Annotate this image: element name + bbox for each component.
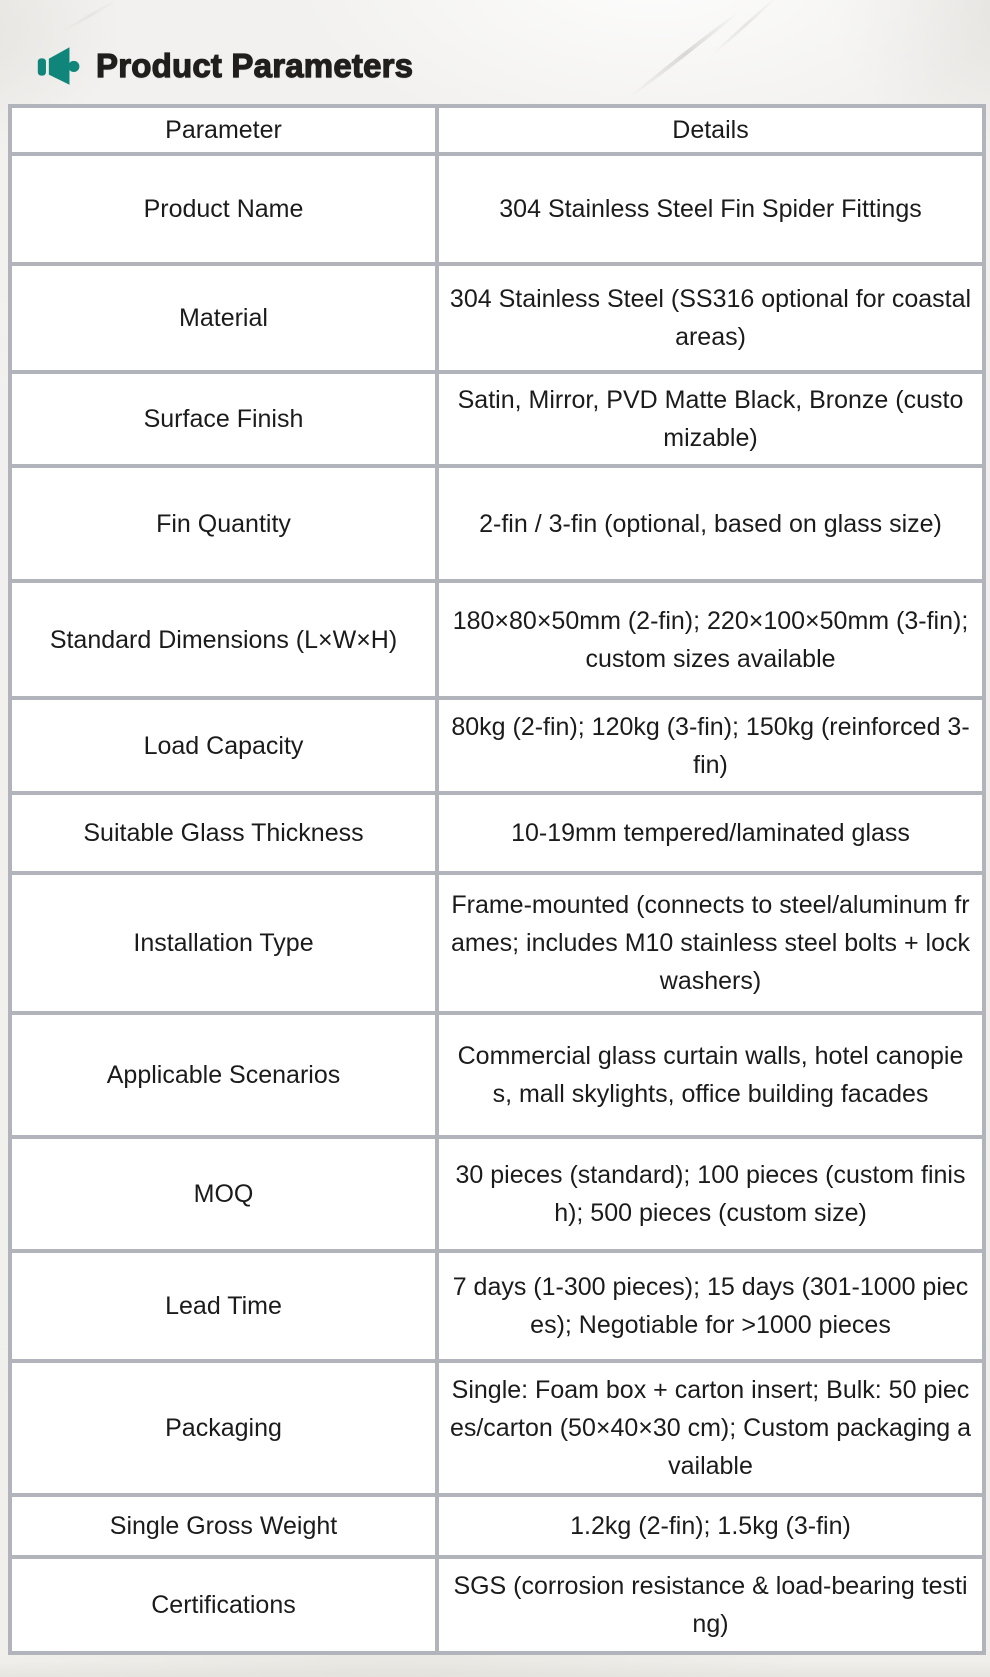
details-cell: Commercial glass curtain walls, hotel canopies, mall skylights, office building facades: [437, 1013, 984, 1137]
column-header-parameter: Parameter: [10, 106, 437, 154]
details-cell: 80kg (2-fin); 120kg (3-fin); 150kg (reinforced 3-fin): [437, 698, 984, 793]
table-row: [10, 466, 984, 581]
parameter-cell: Lead Time: [10, 1251, 437, 1361]
parameter-cell: Load Capacity: [10, 698, 437, 793]
parameter-cell: Packaging: [10, 1361, 437, 1495]
details-cell: 304 Stainless Steel (SS316 optional for coastal areas): [437, 264, 984, 372]
table-row: [10, 793, 984, 873]
table-row: [10, 1361, 984, 1495]
bottom-shade-decoration: [0, 1661, 990, 1677]
table-row: [10, 1137, 984, 1251]
marble-vein-decoration: [629, 9, 742, 98]
parameter-cell: Product Name: [10, 154, 437, 264]
section-header: [33, 42, 413, 90]
parameter-cell: Installation Type: [10, 873, 437, 1013]
section-title: Product Parameters: [96, 47, 414, 84]
details-cell: 30 pieces (standard); 100 pieces (custom finish); 500 pieces (custom size): [437, 1137, 984, 1251]
details-cell: 304 Stainless Steel Fin Spider Fittings: [437, 154, 984, 264]
table-row: [10, 1251, 984, 1361]
table-row: [10, 1557, 984, 1653]
details-cell: 10-19mm tempered/laminated glass: [437, 793, 984, 873]
parameter-cell: Certifications: [10, 1557, 437, 1653]
table-row: [10, 372, 984, 466]
table-row: [10, 264, 984, 372]
parameter-cell: MOQ: [10, 1137, 437, 1251]
parameter-cell: Applicable Scenarios: [10, 1013, 437, 1137]
parameter-cell: Suitable Glass Thickness: [10, 793, 437, 873]
details-cell: 2-fin / 3-fin (optional, based on glass size): [437, 466, 984, 581]
parameters-table: [8, 104, 986, 1655]
table-row: [10, 873, 984, 1013]
details-cell: Satin, Mirror, PVD Matte Black, Bronze (customizable): [437, 372, 984, 466]
details-cell: 180×80×50mm (2-fin); 220×100×50mm (3-fin); custom sizes available: [437, 581, 984, 698]
details-cell: 7 days (1-300 pieces); 15 days (301-1000 pieces); Negotiable for >1000 pieces: [437, 1251, 984, 1361]
parameter-cell: Standard Dimensions (L×W×H): [10, 581, 437, 698]
details-cell: Frame-mounted (connects to steel/aluminum frames; includes M10 stainless steel bolts + lock washers): [437, 873, 984, 1013]
table-row: [10, 154, 984, 264]
marble-vein-decoration: [59, 0, 121, 34]
details-cell: Single: Foam box + carton insert; Bulk: 50 pieces/carton (50×40×30 cm); Custom packaging available: [437, 1361, 984, 1495]
table-row: [10, 1495, 984, 1557]
column-header-details: Details: [437, 106, 984, 154]
table-row: [10, 698, 984, 793]
parameter-cell: Fin Quantity: [10, 466, 437, 581]
details-cell: SGS (corrosion resistance & load-bearing testing): [437, 1557, 984, 1653]
table-row: [10, 1013, 984, 1137]
table-row: [10, 581, 984, 698]
speaker-icon: [33, 42, 81, 90]
details-cell: 1.2kg (2-fin); 1.5kg (3-fin): [437, 1495, 984, 1557]
parameter-cell: Surface Finish: [10, 372, 437, 466]
parameter-cell: Single Gross Weight: [10, 1495, 437, 1557]
marble-vein-decoration: [711, 0, 780, 57]
table-header-row: [10, 106, 984, 154]
parameter-cell: Material: [10, 264, 437, 372]
